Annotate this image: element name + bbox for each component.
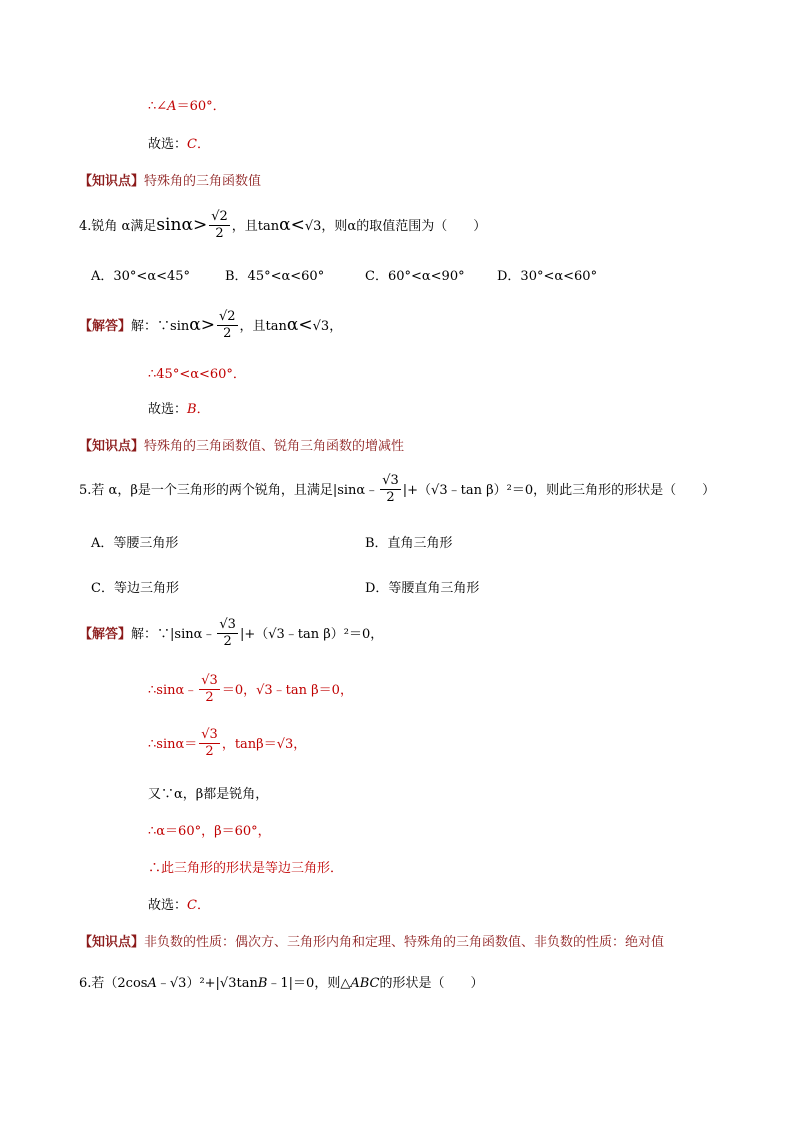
q5-answer-line-3 (148, 728, 306, 762)
q5-answer-l1-num: √3 (219, 617, 236, 632)
q5-fraction (380, 473, 401, 506)
choose-answer: B (187, 402, 197, 417)
q4-alpha: α (181, 215, 193, 235)
q5-answer-l1-den: 2 (223, 634, 232, 649)
knowledge-tag: 【知识点】 (79, 174, 145, 189)
q4-mid: ，且 (231, 219, 258, 234)
q5-answer-l1-sqrt3: √3 (268, 627, 285, 642)
q4-suffix: ，则α的取值范围为（ ） (321, 219, 487, 234)
q5-option-d: D．等腰直角三角形 (365, 581, 480, 596)
q5-answer-l2-sqrt3: √3 (256, 683, 273, 698)
question-6 (79, 975, 483, 993)
q4-answer-lt: < (298, 315, 313, 335)
q4-answer-alpha-2: α (286, 315, 299, 335)
q4-answer-tan: tan (265, 319, 287, 334)
q4-gt: > (192, 215, 208, 235)
knowledge-point-q4 (79, 438, 404, 456)
answer-tag: 【解答】 (79, 627, 132, 642)
q5-answer-l3-sqrt3: √3 (276, 737, 294, 752)
q4-prefix: 4.锐角 α满足 (79, 219, 157, 234)
q6-after: ﹣1|＝0，则△ (267, 976, 351, 991)
q5-frac-num: √3 (382, 473, 399, 488)
knowledge-text: 特殊角的三角函数值 (144, 174, 262, 189)
q5-prefix: 5.若 α，β是一个三角形的两个锐角，且满足|sinα﹣ (79, 483, 379, 498)
q5-answer-l2-fraction (199, 673, 220, 706)
q5-answer-l2-mid: ＝0， (221, 683, 257, 698)
angle-value: ＝60°． (176, 99, 226, 114)
q4-tan: tan (257, 219, 280, 234)
q4-answer-end: ， (329, 319, 343, 334)
q4-fraction (209, 209, 230, 242)
therefore-angle-line (148, 98, 226, 116)
q5-answer-l1-fraction (217, 617, 238, 650)
q4-answer-prefix: 解：∵ (131, 319, 171, 334)
q5-mid: |+（ (402, 483, 432, 498)
q4-frac-den: 2 (215, 226, 224, 241)
choose-line-q5 (148, 897, 210, 915)
q6-sqrt3-b: √3 (219, 976, 237, 991)
q4-sqrt3: √3 (304, 219, 322, 234)
answer-tag: 【解答】 (79, 319, 132, 334)
q5-answer-line-2 (148, 674, 353, 708)
question-5 (79, 474, 715, 508)
q4-option-c: C．60°<α<90° (365, 269, 465, 284)
choose-prefix: 故选： (148, 898, 188, 913)
choose-line-q4 (148, 401, 210, 419)
q4-option-a: A．30°<α<45° (91, 269, 191, 284)
choose-suffix: ． (196, 898, 210, 913)
q6-minus: ﹣ (156, 976, 170, 991)
q4-answer-frac-num: √2 (218, 309, 236, 324)
q5-sqrt3: √3 (431, 483, 448, 498)
q4-answer-sqrt3: √3 (312, 319, 330, 334)
q5-answer-l3-mid: ，tanβ＝ (221, 737, 277, 752)
q5-answer-l1-prefix: 解：∵|sinα﹣ (131, 627, 216, 642)
q5-answer-line-1 (79, 618, 383, 652)
choose-answer: C (187, 137, 197, 152)
q5-answer-l3-den: 2 (205, 744, 214, 759)
q6-mid: ）²+| (186, 976, 220, 991)
q5-answer-line-5: ∴α＝60°，β＝60°， (148, 824, 271, 839)
knowledge-text: 特殊角的三角函数值、锐角三角函数的增减性 (144, 439, 405, 454)
knowledge-tag: 【知识点】 (79, 439, 145, 454)
q4-answer-fraction (217, 309, 238, 342)
q4-answer-gt: > (200, 315, 215, 335)
q4-answer-frac-den: 2 (223, 326, 232, 341)
knowledge-text: 非负数的性质：偶次方、三角形内角和定理、特殊角的三角函数值、非负数的性质：绝对值 (144, 935, 665, 950)
knowledge-point-q3 (79, 173, 261, 191)
q5-option-b: B．直角三角形 (365, 536, 453, 551)
q6-sqrt3: √3 (169, 976, 187, 991)
choose-line-prev (148, 136, 210, 154)
q5-answer-l2-num: √3 (201, 673, 218, 688)
q5-option-c: C．等边三角形 (91, 581, 179, 596)
q4-lt: < (290, 215, 305, 235)
q4-answer-line-1 (79, 308, 342, 344)
q4-option-b: B．45°<α<60° (225, 269, 325, 284)
q6-tan: tan (236, 976, 258, 991)
q6-prefix: 6.若（2cos (79, 976, 148, 991)
q5-answer-l2-prefix: ∴sinα﹣ (148, 683, 198, 698)
q5-answer-l3-prefix: ∴sinα＝ (148, 737, 198, 752)
q5-answer-line-4: 又∵α，β都是锐角， (148, 787, 269, 802)
q4-answer-mid: ，且 (239, 319, 266, 334)
choose-answer: C (187, 898, 197, 913)
angle-variable: A (167, 99, 177, 114)
q5-answer-l2-after: ﹣tan β＝0， (272, 683, 353, 698)
q6-suffix: 的形状是（ ） (379, 976, 484, 991)
choose-suffix: ． (196, 137, 210, 152)
knowledge-tag: 【知识点】 (79, 935, 145, 950)
q5-answer-line-6: ∴此三角形的形状是等边三角形． (148, 861, 344, 876)
q6-var-b: B (257, 976, 268, 991)
q5-frac-den: 2 (386, 490, 395, 505)
q5-answer-l1-mid: |+（ (239, 627, 269, 642)
q4-answer-alpha: α (189, 315, 201, 335)
q5-answer-l3-num: √3 (201, 727, 218, 742)
q4-frac-num: √2 (211, 209, 228, 224)
q6-var-a: A (147, 976, 157, 991)
choose-suffix: ． (196, 402, 210, 417)
q4-answer-sin: sin (170, 319, 190, 334)
q4-option-d: D．30°<α<60° (497, 269, 598, 284)
q5-answer-l3-end: ， (293, 737, 307, 752)
knowledge-point-q5 (79, 934, 664, 952)
choose-prefix: 故选： (148, 137, 188, 152)
q5-answer-l1-after: ﹣tan β）²＝0， (284, 627, 384, 642)
therefore-angle-text: ∴∠ (148, 99, 168, 114)
q5-after: ﹣tan β）²＝0，则此三角形的形状是（ ） (447, 483, 716, 498)
q4-sin: sin (156, 215, 182, 235)
q5-option-a: A．等腰三角形 (91, 536, 179, 551)
q4-answer-line-2: ∴45°<α<60°． (148, 367, 246, 382)
question-4 (79, 208, 486, 244)
q4-alpha-2: α (279, 215, 291, 235)
q5-answer-l3-fraction (199, 727, 220, 760)
q5-answer-l2-den: 2 (205, 690, 214, 705)
choose-prefix: 故选： (148, 402, 188, 417)
q6-triangle-abc: ABC (350, 976, 380, 991)
